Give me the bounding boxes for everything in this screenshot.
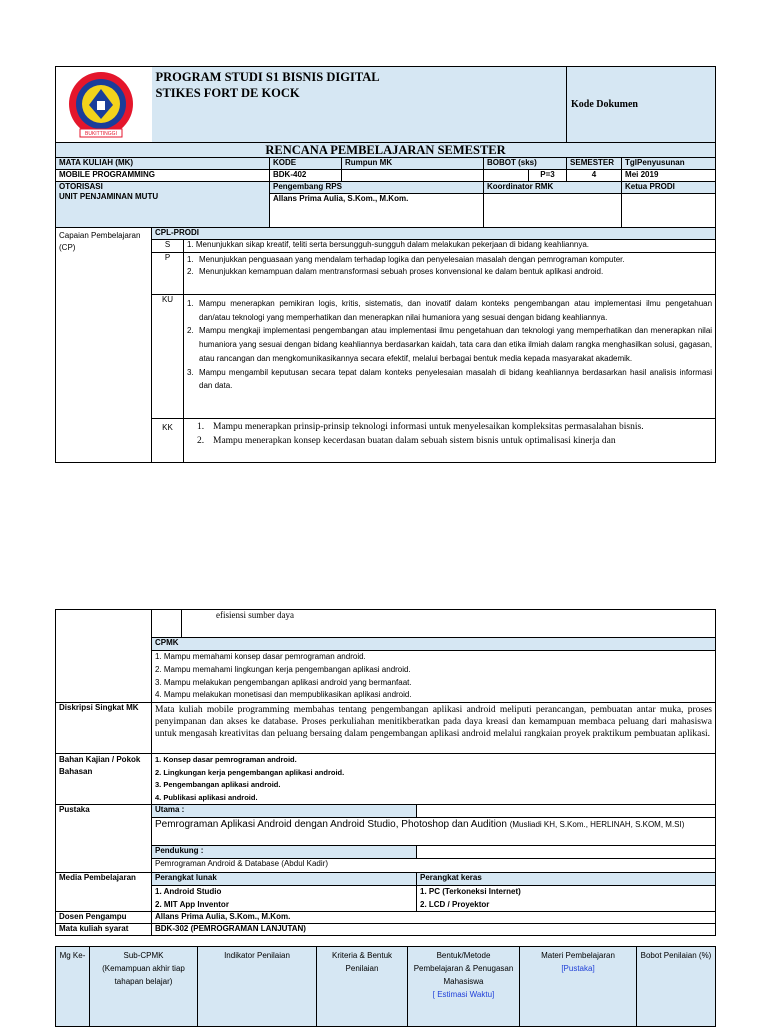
list-item: 1. Mampu memahami konsep dasar pemrograman android. bbox=[155, 652, 366, 661]
col-materi: Materi Pembelajaran [Pustaka] bbox=[520, 947, 637, 1027]
cpmk-label: CPMK bbox=[152, 638, 716, 651]
bahan-list bbox=[152, 754, 716, 805]
kk-continued: efisiensi sumber daya bbox=[182, 610, 716, 638]
list-item: 4. Publikasi aplikasi android. bbox=[155, 792, 258, 802]
cp-continued bbox=[56, 610, 152, 703]
keras-list bbox=[417, 886, 716, 912]
program-title: PROGRAM STUDI S1 BISNIS DIGITAL STIKES FORT DE KOCK bbox=[152, 67, 567, 143]
utama-blank bbox=[417, 805, 716, 818]
bahan-label: Bahan Kajian / Pokok Bahasan bbox=[56, 754, 152, 805]
semester-value: 4 bbox=[567, 170, 622, 182]
col-bentuk: Bentuk/Metode Pembelajaran & Penugasan Mahasiswa [ Estimasi Waktu] bbox=[408, 947, 520, 1027]
ku-list bbox=[184, 295, 716, 419]
list-item: 2. Mampu menerapkan konsep kecerdasan buatan dalam sebuah sistem bisnis untuk optimalisasi kinerja dan bbox=[197, 436, 616, 446]
stikes-logo-icon bbox=[56, 67, 146, 139]
pengembang-value: Allans Prima Aulia, S.Kom., M.Kom. bbox=[270, 194, 484, 228]
list-item: 1. PC (Terkoneksi Internet) bbox=[420, 887, 521, 897]
koordinator-value bbox=[484, 194, 622, 228]
list-item: 3. Mampu melakukan pengembangan aplikasi android yang bermanfaat. bbox=[155, 677, 412, 687]
col-sub-cpmk: Sub-CPMK (Kemampuan akhir tiap tahapan belajar) bbox=[90, 947, 198, 1027]
cpmk-list bbox=[152, 651, 716, 703]
semester-header: SEMESTER bbox=[567, 158, 622, 170]
pendukung-label: Pendukung : bbox=[152, 846, 417, 859]
kaprodi-header: Ketua PRODI bbox=[622, 182, 716, 194]
deskripsi-text: Mata kuliah mobile programming membahas tentang pengembangan aplikasi android meliputi perancangan, pembuatan antar muka, proses penyimpanan dan akses ke database. Proses perkuliahan menitikberatkan pada daya kreasi dan kemampuan membaca peluang dari mahasiswa untuk mengasah kreativitas dan peluang bersaing dalam pengembangan aplikasi android melalui rangkaian proyek praktikum pembuatan aplikasi. bbox=[152, 703, 716, 754]
col-kriteria: Kriteria & Bentuk Penilaian bbox=[317, 947, 408, 1027]
kaprodi-value bbox=[622, 194, 716, 228]
syarat-value: BDK-302 (PEMROGRAMAN LANJUTAN) bbox=[152, 924, 716, 936]
tgl-header: TglPenyusunan bbox=[622, 158, 716, 170]
bobot-value: P=3 bbox=[529, 170, 567, 182]
rumpun-header: Rumpun MK bbox=[342, 158, 484, 170]
estimasi-label: [ Estimasi Waktu] bbox=[432, 990, 495, 999]
logo-cell bbox=[56, 67, 152, 143]
kk-list bbox=[184, 419, 716, 463]
utama-label: Utama : bbox=[152, 805, 417, 818]
list-item: 4. Mampu melakukan monetisasi dan mempublikasikan aplikasi android. bbox=[155, 690, 412, 700]
kode-header: KODE bbox=[270, 158, 342, 170]
list-item: 1. Menunjukkan penguasaan yang mendalam terhadap logika dan penyelesaian masalah dengan pemrograman komputer. bbox=[187, 255, 625, 264]
pustaka-pendukung: Pemrograman Android & Database (Abdul Kadir) bbox=[152, 859, 716, 873]
kode-value: BDK-402 bbox=[270, 170, 342, 182]
list-item: 2. Mampu memahami lingkungan kerja pengembangan aplikasi android. bbox=[155, 664, 411, 674]
rps-page-1 bbox=[55, 66, 716, 463]
cp-label: Capaian Pembelajaran (CP) bbox=[56, 228, 152, 463]
p-label: P bbox=[152, 253, 184, 295]
list-item: 1. Konsep dasar pemrograman android. bbox=[155, 755, 297, 765]
pengembang-header: Pengembang RPS bbox=[270, 182, 484, 194]
mk-header: MATA KULIAH (MK) bbox=[56, 158, 270, 170]
list-item: 1. Android Studio bbox=[155, 887, 222, 897]
list-item: 2. Mampu mengkaji implementasi pengembangan atau implementasi ilmu pengetahuan dan teknologi yang memperhatikan dan menerapkan nilai humaniora yang sesuai dengan bidang keahliannya berdasarkan kaidah, tata cara dan etika ilmiah dalam rangka menghasilkan solusi, gagasan, atau rancangan dan mengkomunikasikannya secara efektif, melalui berbagai bentuk media kepada masyarakat akademik. bbox=[187, 326, 713, 363]
pustaka-ref: [Pustaka] bbox=[561, 964, 595, 973]
list-item: 2. MIT App Inventor bbox=[155, 899, 229, 909]
pustaka-utama: Pemrograman Aplikasi Android dengan Android Studio, Photoshop dan Audition (Musliadi KH, S.Kom., HERLINAH, S.KOM, M.SI) bbox=[152, 818, 716, 846]
bobot-blank bbox=[484, 170, 529, 182]
plan-table bbox=[55, 946, 716, 1027]
lunak-list bbox=[152, 886, 417, 912]
list-item: 2. Menunjukkan kemampuan dalam mentransformasi sebuah proses konvensional ke dalam bentuk aplikasi android. bbox=[187, 267, 604, 276]
deskripsi-label: Diskripsi Singkat MK bbox=[56, 703, 152, 754]
list-item: 2. LCD / Proyektor bbox=[420, 899, 490, 909]
syarat-label: Mata kuliah syarat bbox=[56, 924, 152, 936]
rps-page-2 bbox=[55, 609, 716, 936]
kk-label: KK bbox=[152, 419, 184, 463]
list-item: 1. Mampu menerapkan pemikiran logis, kritis, sistematis, dan inovatif dalam konteks pengembangan atau implementasi ilmu pengetahuan dan/atau teknologi yang memperhatikan dan menerapkan nilai humaniora yang sesuai dengan bidang keahliannya. bbox=[187, 299, 713, 322]
bobot-header: BOBOT (sks) bbox=[484, 158, 567, 170]
koordinator-header: Koordinator RMK bbox=[484, 182, 622, 194]
rumpun-value bbox=[342, 170, 484, 182]
lunak-label: Perangkat lunak bbox=[152, 873, 417, 886]
col-bobot: Bobot Penilaian (%) bbox=[637, 947, 716, 1027]
list-item: 3. Pengembangan aplikasi android. bbox=[155, 780, 281, 790]
pustaka-label: Pustaka bbox=[56, 805, 152, 873]
otorisasi-cell: OTORISASI UNIT PENJAMINAN MUTU bbox=[56, 182, 270, 228]
col-indikator: Indikator Penilaian bbox=[198, 947, 317, 1027]
col-mg: Mg Ke- bbox=[56, 947, 90, 1027]
list-item: 2. Lingkungan kerja pengembangan aplikasi android. bbox=[155, 767, 345, 777]
ku-label: KU bbox=[152, 295, 184, 419]
rps-title: RENCANA PEMBELAJARAN SEMESTER bbox=[56, 143, 716, 158]
kode-dokumen: Kode Dokumen bbox=[567, 67, 716, 143]
media-label: Media Pembelajaran bbox=[56, 873, 152, 912]
tgl-value: Mei 2019 bbox=[622, 170, 716, 182]
list-item: 3. Mampu mengambil keputusan secara tepat dalam konteks penyelesaian masalah di bidang keahliannya berdasarkan hasil analisis informasi dan data. bbox=[187, 367, 713, 391]
kk-label-cont bbox=[152, 610, 182, 638]
svg-text:BUKITTINGGI: BUKITTINGGI bbox=[85, 131, 117, 137]
pendukung-blank bbox=[417, 846, 716, 859]
dosen-value: Allans Prima Aulia, S.Kom., M.Kom. bbox=[152, 912, 716, 924]
keras-label: Perangkat keras bbox=[417, 873, 716, 886]
mk-value: MOBILE PROGRAMMING bbox=[56, 170, 270, 182]
dosen-label: Dosen Pengampu bbox=[56, 912, 152, 924]
list-item: 1. Mampu menerapkan prinsip-prinsip teknologi informasi untuk menyelesaikan kompleksitas permasalahan bisnis. bbox=[197, 422, 644, 432]
s-label: S bbox=[152, 240, 184, 253]
cpl-prodi: CPL-PRODI bbox=[152, 228, 716, 240]
p-list bbox=[184, 253, 716, 295]
s-item: 1. Menunjukkan sikap kreatif, teliti serta bersungguh-sungguh dalam melakukan pekerjaan di bidang keahliannya. bbox=[184, 240, 716, 253]
